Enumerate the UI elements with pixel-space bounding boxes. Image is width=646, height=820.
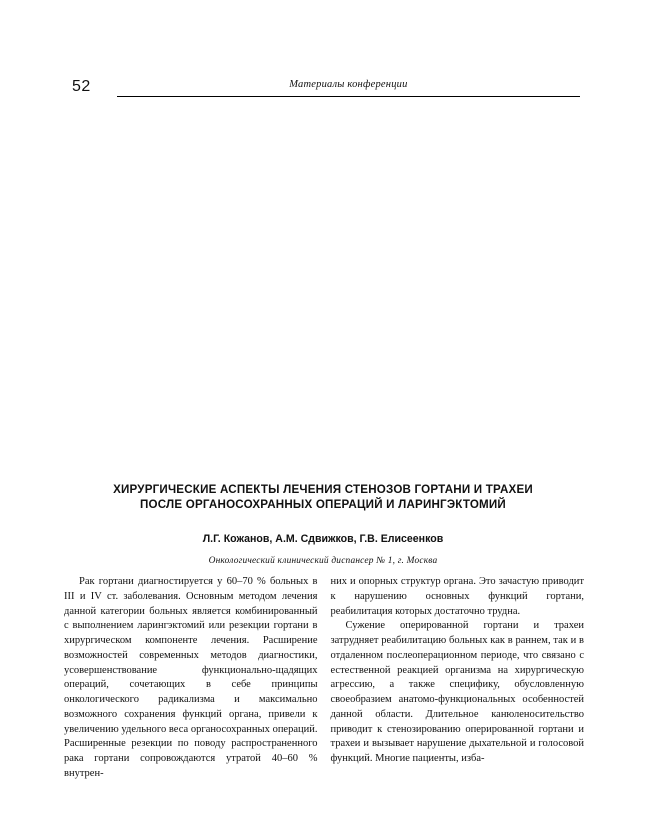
left-column-paragraph: Рак гортани диагностируется у 60–70 % больных в III и IV ст. заболевания. Основным методом лечения данной категории больных является комбинированный с выполнением ларингэктомий или резекции гортани в хирургическом компоненте лечения. Расширение возможностей современных методов диагностики, усовершенствование функционально-щадящих операций, сочетающих в себе принципы онкологического радикализма и максимально возможного сохранения функций органа, привели к увеличению удельного веса органосохранных операций. Расширенные резекции по поводу распространенного рака гортани сопровождаются утратой 40–60 % внутрен-: [64, 576, 318, 779]
affiliation-line: Онкологический клинический диспансер № 1, г. Москва: [208, 556, 438, 566]
right-column: [331, 575, 585, 782]
left-column: [64, 575, 318, 782]
page-number: 52: [72, 78, 91, 95]
title-line-2: ПОСЛЕ ОРГАНОСОХРАННЫХ ОПЕРАЦИЙ И ЛАРИНГЭКТОМИЙ: [140, 498, 506, 511]
body-columns: [64, 575, 584, 782]
right-column-paragraph-1: них и опорных структур органа. Это зачастую приводит к нарушению основных функций гортани, реабилитация которых достаточно трудна.: [330, 576, 584, 617]
authors-line: Л.Г. Кожанов, А.М. Сдвижков, Г.В. Елисеенков: [202, 533, 444, 545]
page-header: [72, 74, 580, 97]
right-column-paragraph-2: Сужение оперированной гортани и трахеи затрудняет реабилитацию больных как в раннем, так и в отдаленном послеоперационном периоде, что связано с естественной реакцией организма на хирургическую агрессию, а также специфику, обусловленную своеобразием анатомо-функциональных особенностей данной области. Длительное канюленосительство приводит к стенозированию оперированной гортани и трахеи и вызывает нарушение дыхательной и голосовой функций. Многие пациенты, изба-: [330, 620, 584, 764]
article-title: [60, 482, 586, 512]
running-head: Материалы конференции: [289, 79, 408, 90]
title-line-1: ХИРУРГИЧЕСКИЕ АСПЕКТЫ ЛЕЧЕНИЯ СТЕНОЗОВ ГОРТАНИ И ТРАХЕИ: [113, 483, 533, 496]
header-rule: [117, 74, 580, 97]
